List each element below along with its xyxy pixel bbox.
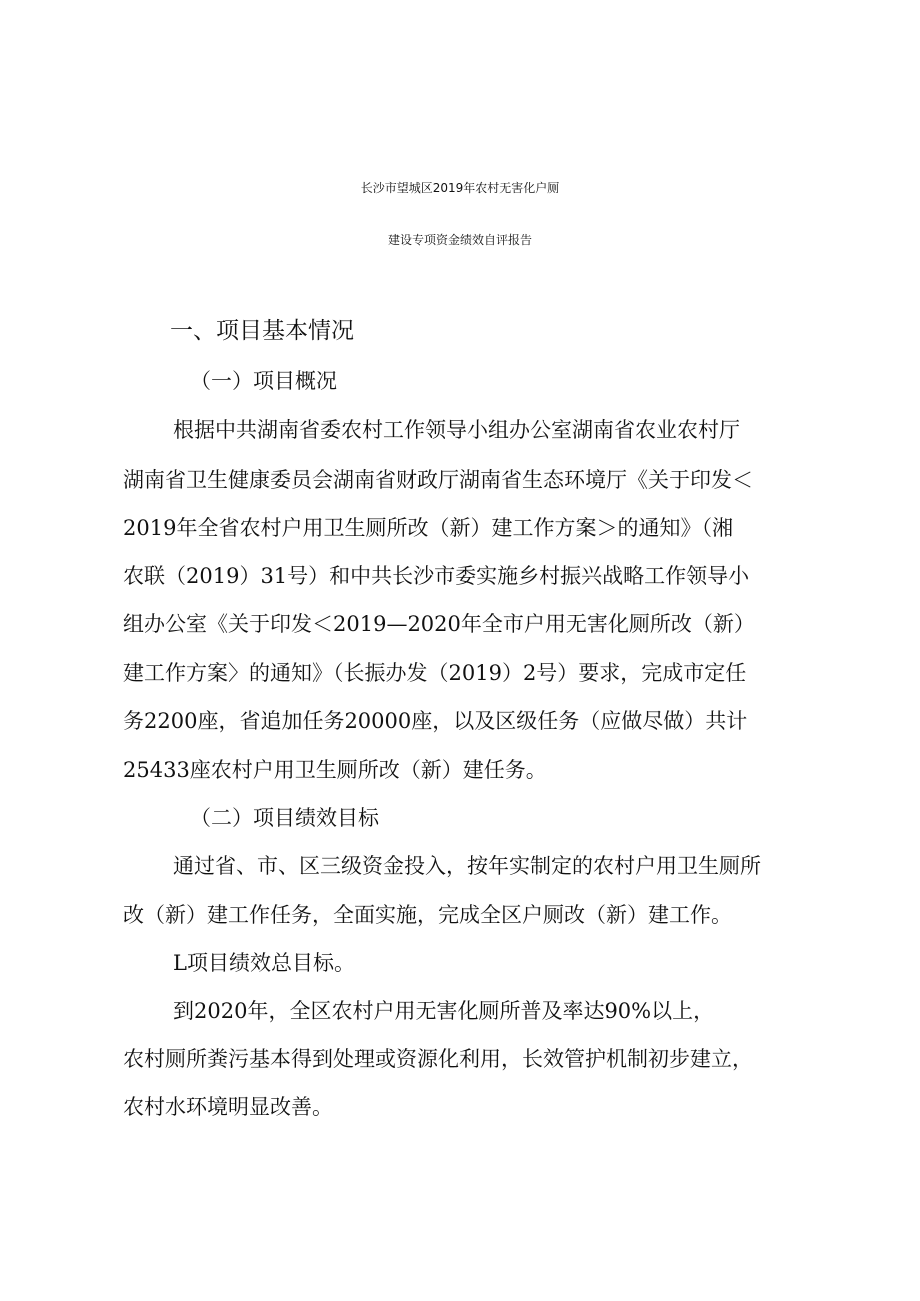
paragraph-line: 农村厕所粪污基本得到处理或资源化利用，长效管护机制初步建立， xyxy=(123,1047,753,1071)
paragraph-line: 2019年全省农村户用卫生厕所改（新）建工作方案＞的通知》（湘 xyxy=(123,516,733,540)
paragraph-line: 农联（2019）31号）和中共长沙市委实施乡村振兴战略工作领导小 xyxy=(123,564,750,588)
paragraph-line: 建工作方案〉的通知》（长振办发（2019）2号）要求，完成市定任 xyxy=(123,661,747,685)
paragraph-line: 湖南省卫生健康委员会湖南省财政厅湖南省生态环境厅《关于印发＜ xyxy=(123,468,753,492)
section-heading: 一、项目基本情况 xyxy=(170,318,354,344)
subsection-heading: （二）项目绩效目标 xyxy=(190,806,379,830)
subsection-heading: （一）项目概况 xyxy=(190,369,337,393)
paragraph-line: 改（新）建工作任务，全面实施，完成全区户厕改（新）建工作。 xyxy=(123,903,732,927)
paragraph-line: 到2020年，全区农村户用无害化厕所普及率达90%以上， xyxy=(173,999,715,1023)
paragraph-line: 组办公室《关于印发＜2019—2020年全市户用无害化厕所改（新） xyxy=(123,612,755,636)
paragraph-line: 25433座农村户用卫生厕所改（新）建任务。 xyxy=(123,758,547,782)
paragraph-line: 通过省、市、区三级资金投入，按年实制定的农村户用卫生厕所 xyxy=(173,854,761,878)
item-heading: L项目绩效总目标。 xyxy=(173,951,355,975)
paragraph-line: 农村水环境明显改善。 xyxy=(123,1095,333,1119)
paragraph-line: 根据中共湖南省委农村工作领导小组办公室湖南省农业农村厅 xyxy=(173,418,740,442)
document-title-line-2: 建设专项资金绩效自评报告 xyxy=(387,233,532,247)
paragraph-line: 务2200座，省追加任务20000座，以及区级任务（应做尽做）共计 xyxy=(123,709,748,733)
document-title-line-1: 长沙市望城区2019年农村无害化户厕 xyxy=(360,181,560,195)
